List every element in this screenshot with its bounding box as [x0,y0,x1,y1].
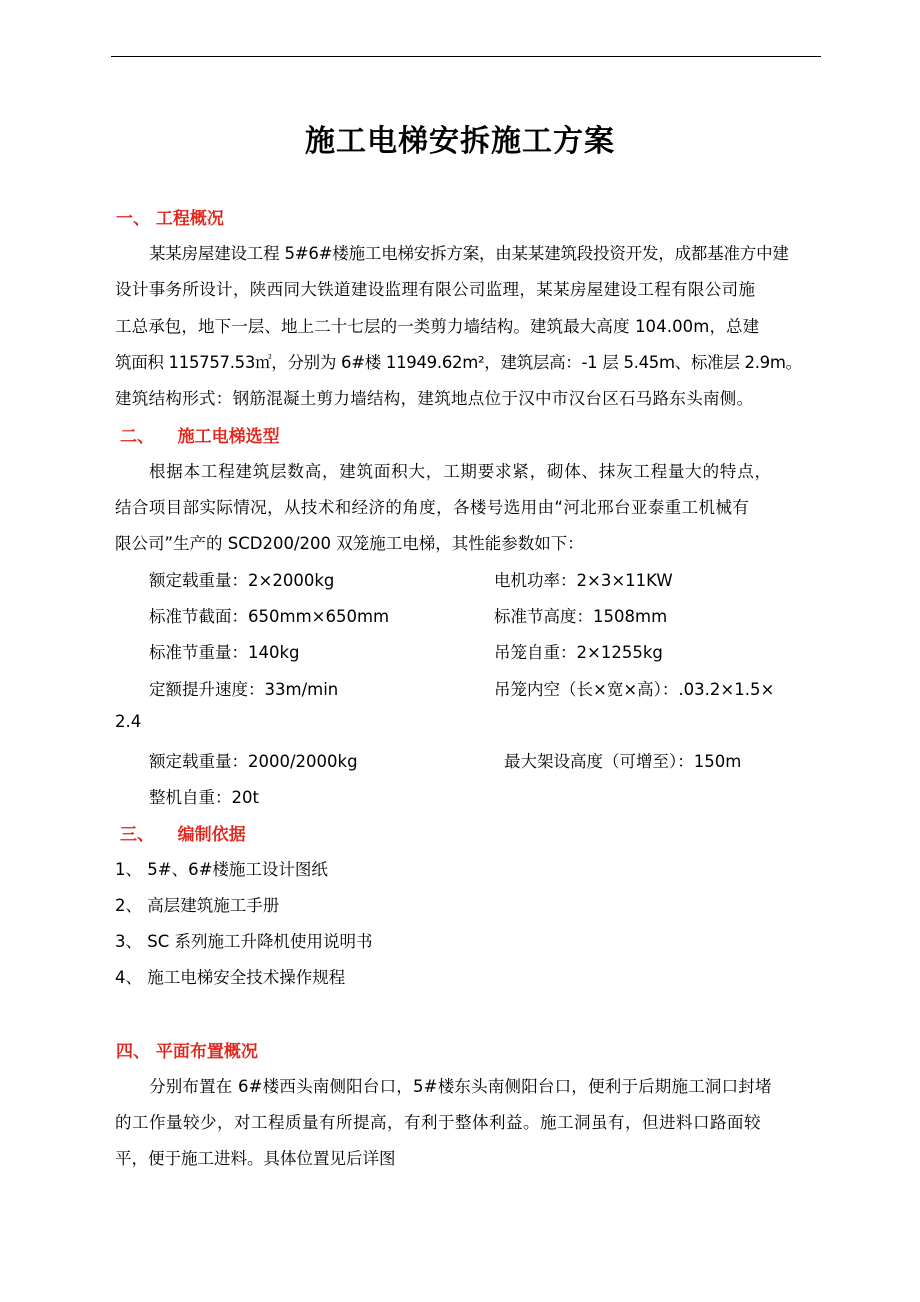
s2-line-3: 限公司”生产的 SCD200/200 双笼施工电梯，其性能参数如下： [115,534,584,553]
spec-4-right: 吊笼内空（长×宽×高）：.03.2×1.5× [494,680,775,699]
spec-5-right: 最大架设高度（可增至）：150m [504,752,742,771]
s2-line-1: 根据本工程建筑层数高，建筑面积大，工期要求紧，砌体、抹灰工程量大的特点， [149,462,772,481]
spec-2-right: 标准节高度：1508mm [494,607,668,626]
s3-item-4: 4、 施工电梯安全技术操作规程 [115,968,346,987]
section-2-heading: 二、 施工电梯选型 [120,427,280,447]
s1-line-5: 建筑结构形式：钢筋混凝土剪力墙结构，建筑地点位于汉中市汉台区石马路东头南侧。 [115,389,754,408]
s3-item-3: 3、 SC 系列施工升降机使用说明书 [115,932,373,951]
spec-6: 整机自重：20t [149,788,259,807]
s4-line-2: 的工作量较少，对工程质量有所提高，有利于整体利益。施工洞虽有，但进料口路面较 [115,1113,761,1132]
s4-line-1: 分别布置在 6#楼西头南侧阳台口，5#楼东头南侧阳台口，便利于后期施工洞口封堵 [149,1077,772,1096]
s1-line-3: 工总承包，地下一层、地上二十七层的一类剪力墙结构。建筑最大高度 104.00m，总建 [115,317,760,336]
header-rule [111,56,821,57]
spec-3-right: 吊笼自重：2×1255kg [494,643,663,662]
spec-2-left: 标准节截面：650mm×650mm [149,607,390,626]
spec-1-right: 电机功率：2×3×11KW [494,571,673,590]
spec-4-wrap: 2.4 [115,712,142,731]
document-title: 施工电梯安拆施工方案 [305,124,615,159]
s3-item-2: 2、 高层建筑施工手册 [115,896,280,915]
section-4-heading: 四、 平面布置概况 [116,1042,258,1062]
spec-1-left: 额定载重量：2×2000kg [149,571,335,590]
s1-line-4: 筑面积 115757.53㎡，分别为 6#楼 11949.62m²，建筑层高：-1 层 5.45m、标准层 2.9m。 [115,353,802,372]
s3-item-1: 1、 5#、6#楼施工设计图纸 [115,860,328,879]
s1-line-1: 某某房屋建设工程 5#6#楼施工电梯安拆方案，由某某建筑段投资开发，成都基准方中建 [149,244,789,263]
s4-line-3: 平，便于施工进料。具体位置见后详图 [115,1149,396,1168]
section-3-heading: 三、 编制依据 [120,825,246,845]
section-1-heading: 一、 工程概况 [116,209,224,229]
s2-line-2: 结合项目部实际情况，从技术和经济的角度，各楼号选用由“河北邢台亚泰重工机械有 [115,498,750,517]
spec-4-left: 定额提升速度：33m/min [149,680,339,699]
s1-line-2: 设计事务所设计，陕西同大铁道建设监理有限公司监理，某某房屋建设工程有限公司施 [115,280,756,299]
spec-5-left: 额定载重量：2000/2000kg [149,752,358,771]
spec-3-left: 标准节重量：140kg [149,643,300,662]
